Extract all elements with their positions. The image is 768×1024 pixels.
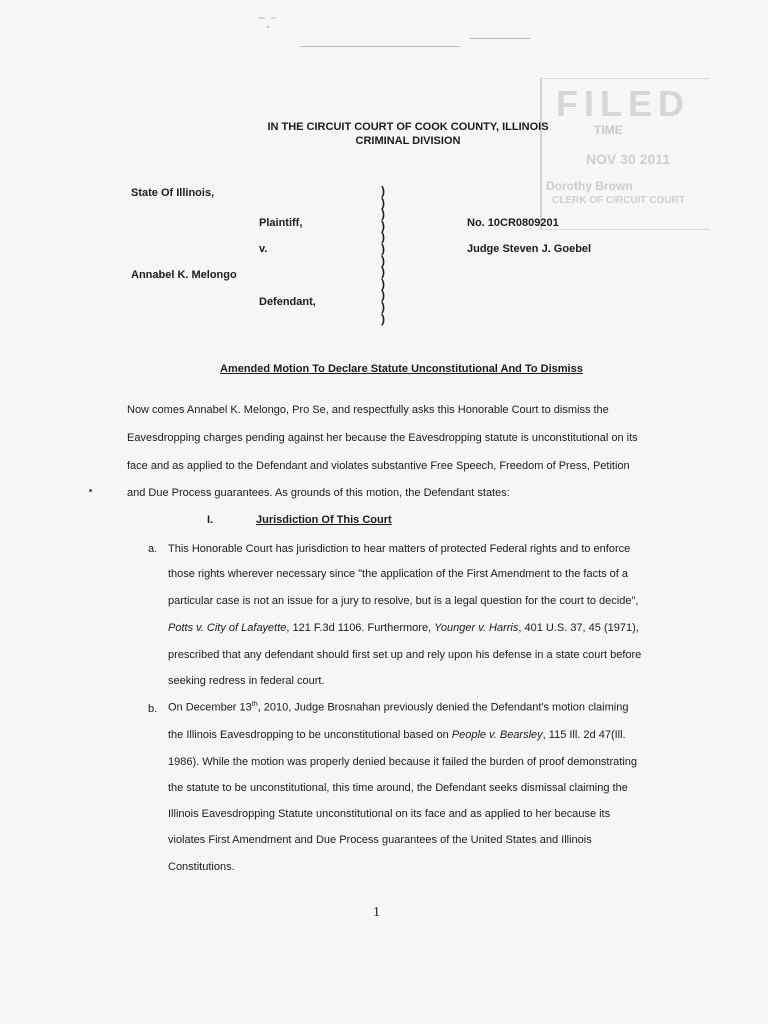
stamp-time-label: TIME xyxy=(594,123,623,137)
item-a-line: those rights wherever necessary since "the application of the First Amendment to the facts of a xyxy=(168,568,629,580)
plaintiff-name: State Of Illinois, xyxy=(131,187,215,199)
scan-artifact-line xyxy=(470,38,530,39)
item-b-line: 1986). While the motion was properly denied because it failed the burden of proof demonstrating xyxy=(168,756,638,768)
court-heading xyxy=(254,120,562,148)
stamp-word: FILED xyxy=(556,83,690,124)
section-number: I. xyxy=(207,514,214,526)
case-citation: People v. Bearsley xyxy=(451,729,543,741)
item-b-line: the statute to be unconstitutional, this time around, the Defendant seeks dismissal claiming the xyxy=(168,782,628,794)
section-title: Jurisdiction Of This Court xyxy=(256,514,392,526)
stamp-office: CLERK OF CIRCUIT COURT xyxy=(552,195,685,206)
item-b-label: b. xyxy=(148,703,158,715)
item-a-line: This Honorable Court has jurisdiction to hear matters of protected Federal rights and to enforce xyxy=(168,543,631,555)
intro-line: and Due Process guarantees. As grounds of this motion, the Defendant states: xyxy=(127,487,510,499)
date-text-rest: , 2010, Judge Brosnahan previously denied the Defendant's motion claiming xyxy=(257,701,629,714)
defendant-role: Defendant, xyxy=(259,296,316,308)
stamp-clerk: Dorothy Brown xyxy=(546,179,633,193)
citation-text: , 121 F.3d 1106. Furthermore, xyxy=(286,622,435,634)
defendant-name: Annabel K. Melongo xyxy=(131,269,237,281)
item-b-citation-line xyxy=(168,729,626,741)
intro-line: Now comes Annabel K. Melongo, Pro Se, and respectfully asks this Honorable Court to dismiss the xyxy=(127,404,609,416)
motion-title: Amended Motion To Declare Statute Unconstitutional And To Dismiss xyxy=(220,363,583,375)
citation-text: the Illinois Eavesdropping to be unconstitutional based on xyxy=(168,729,452,741)
item-b-line: Constitutions. xyxy=(168,861,235,873)
scan-artifact-mark: ⁻ˏ⁻ xyxy=(258,12,278,28)
intro-line: face and as applied to the Defendant and violates substantive Free Speech, Freedom of Press, Petition xyxy=(127,460,630,472)
stamp-date: NOV 30 2011 xyxy=(586,151,671,167)
citation-text: , 115 Ill. 2d 47(Ill. xyxy=(542,729,626,741)
item-b-first-line xyxy=(168,701,628,714)
item-a-line: particular case is not an issue for a jury to resolve, but is a legal question for the court to decide", xyxy=(168,595,639,607)
scan-speck xyxy=(89,489,92,492)
court-name: IN THE CIRCUIT COURT OF COOK COUNTY, ILLINOIS xyxy=(267,121,549,133)
case-number: No. 10CR0809201 xyxy=(467,217,559,229)
versus-label: v. xyxy=(259,243,268,255)
item-a-label: a. xyxy=(148,543,158,555)
scan-artifact-line xyxy=(300,46,460,47)
date-text: On December 13 xyxy=(168,701,252,714)
case-citation: Potts v. City of Lafayette xyxy=(168,622,287,634)
item-a-line: seeking redress in federal court. xyxy=(168,675,325,687)
page-number: 1 xyxy=(373,905,380,920)
court-division: CRIMINAL DIVISION xyxy=(355,135,461,147)
citation-text: , 401 U.S. 37, 45 (1971), xyxy=(518,622,639,634)
item-b-line: violates First Amendment and Due Process guarantees of the United States and Illinois xyxy=(168,834,592,846)
filed-stamp xyxy=(540,78,710,230)
ordinal-superscript: th xyxy=(251,701,258,708)
caption-parentheses xyxy=(381,186,385,325)
item-b-line: Illinois Eavesdropping Statute unconstitutional on its face and as applied to her because its xyxy=(168,808,611,820)
plaintiff-role: Plaintiff, xyxy=(259,217,303,229)
item-a-citation-line xyxy=(168,622,639,634)
intro-line: Eavesdropping charges pending against her because the Eavesdropping statute is unconstitutional on its xyxy=(127,432,638,444)
case-citation: Younger v. Harris xyxy=(434,622,519,634)
item-a-line: prescribed that any defendant should first set up and rely upon his defense in a state court before xyxy=(168,649,642,661)
paren-column: ) ) ) ) ) ) ) ) ) ) ) ) xyxy=(381,184,385,326)
judge-name: Judge Steven J. Goebel xyxy=(467,243,592,255)
